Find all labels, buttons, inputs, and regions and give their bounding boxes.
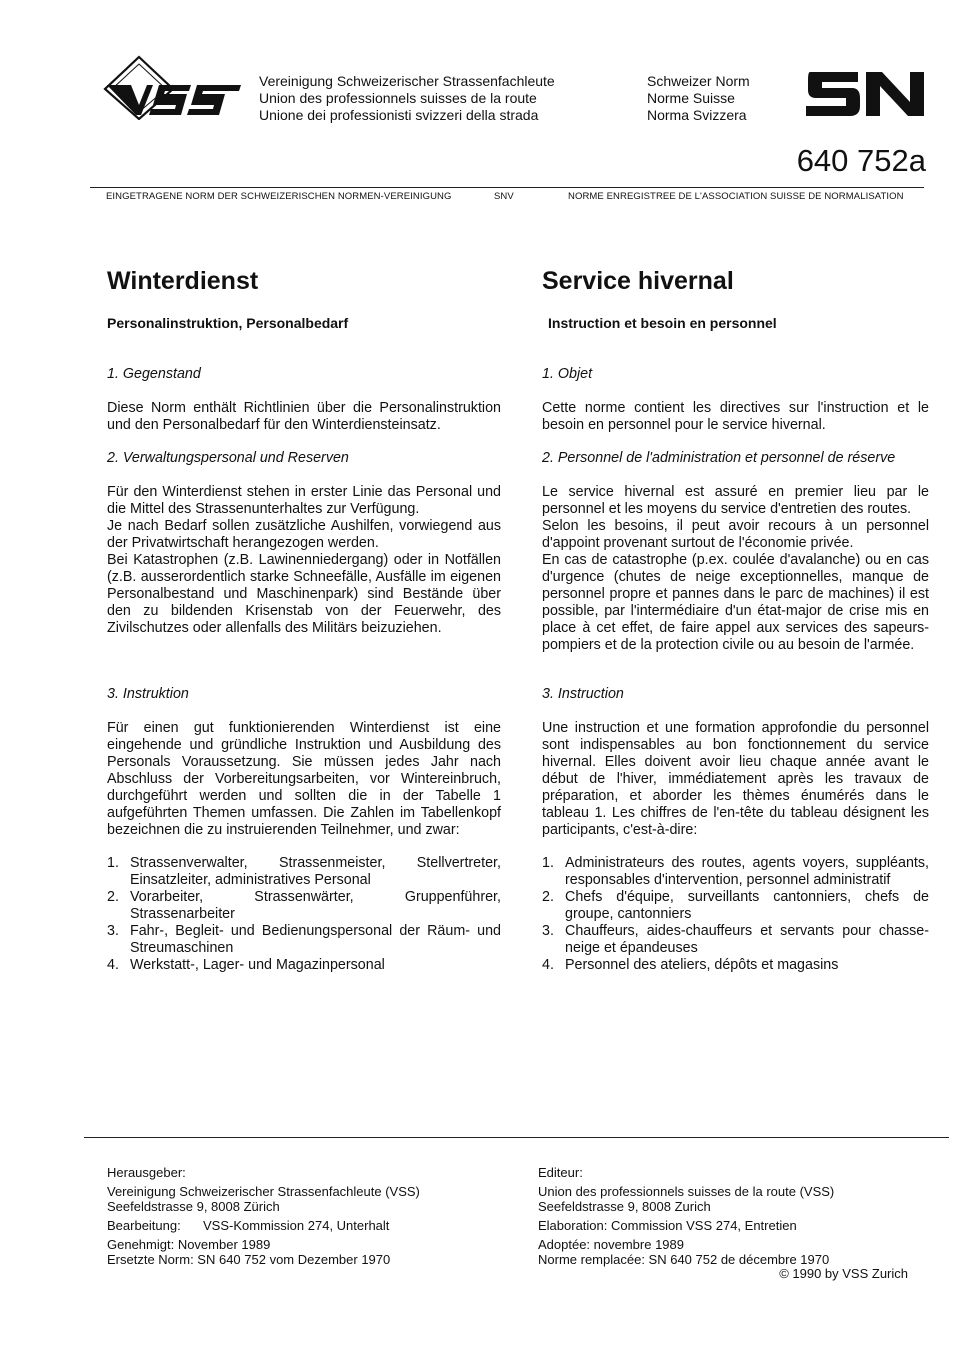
publisher-address-fr: Seefeldstrasse 9, 8008 Zurich: [538, 1199, 711, 1214]
section-3-heading-fr: 3. Instruction: [542, 686, 624, 702]
section-2-paragraph: Je nach Bedarf sollen zusätzliche Aushilfen, vorwiegend aus der Privatwirtschaft herangezogen werden.: [107, 518, 501, 551]
participant-list-de: [107, 855, 501, 974]
publisher-address-de: Seefeldstrasse 9, 8008 Zürich: [107, 1199, 280, 1214]
subtitle-de: Personalinstruktion, Personalbedarf: [107, 315, 349, 331]
norm-label-fr: Norme Suisse: [647, 90, 735, 106]
section-2-paragraph: Selon les besoins, il peut avoir recours à un personnel d'appoint provenant surtout de l'économie privée.: [542, 518, 929, 551]
replaced-de: Ersetzte Norm: SN 640 752 vom Dezember 1970: [107, 1252, 391, 1267]
list-item: 1. Administrateurs des routes, agents voyers, suppléants, responsables d'intervention, personnel administratif: [542, 855, 929, 888]
section-2-paragraph: Le service hivernal est assuré en premier lieu par le personnel et les moyens du service d'entretien des routes.: [542, 484, 929, 517]
sn-logo: [806, 68, 926, 118]
section-2-paragraph: Bei Katastrophen (z.B. Lawinenniedergang) oder in Notfällen (z.B. ausserordentlich starke Schneefälle, Ausfälle im eigenen Personalbestand und Maschinenpark) sind Bestände über den zu bildenden Krisenstab von der Feuerwehr, des Zivilschutzes oder allenfalls des Militärs beizuziehen.: [107, 552, 501, 636]
organization-it: Unione dei professionisti svizzeri della strada: [259, 107, 539, 123]
section-2-text-fr: [542, 484, 929, 654]
footer-divider: [84, 1137, 949, 1138]
header-divider: [90, 187, 924, 188]
approved-fr: Adoptée: novembre 1989: [538, 1237, 684, 1252]
column-fr: [542, 266, 929, 973]
title-fr: Service hivernal: [542, 267, 734, 295]
publisher-name-de: Vereinigung Schweizerischer Strassenfachleute (VSS): [107, 1184, 420, 1199]
edit-value-de: VSS-Kommission 274, Unterhalt: [203, 1218, 390, 1233]
norm-label: [647, 73, 787, 124]
publisher-name-fr: Union des professionnels suisses de la route (VSS): [538, 1184, 835, 1199]
list-item: 4. Werkstatt-, Lager- und Magazinpersonal: [107, 957, 385, 973]
list-item: 3. Fahr-, Begleit- und Bedienungspersonal der Räum- und Streumaschinen: [107, 923, 501, 956]
organization-fr: Union des professionnels suisses de la route: [259, 90, 537, 106]
section-1-heading-de: 1. Gegenstand: [107, 366, 201, 382]
column-de: [107, 266, 501, 973]
norm-number: 640 752a: [796, 143, 926, 178]
list-item: 4. Personnel des ateliers, dépôts et magasins: [542, 957, 839, 973]
section-3-heading-de: 3. Instruktion: [107, 686, 189, 702]
edit-de: [107, 1218, 517, 1233]
publisher-label-fr: Editeur:: [538, 1165, 583, 1180]
section-2-paragraph: Für den Winterdienst stehen in erster Linie das Personal und die Mittel des Strassenunterhaltes zur Verfügung.: [107, 484, 501, 517]
title-de: Winterdienst: [107, 267, 259, 295]
section-2-heading-fr: 2. Personnel de l'administration et personnel de réserve: [542, 450, 896, 466]
section-1-heading-fr: 1. Objet: [542, 366, 593, 382]
section-1-text-fr: Cette norme contient les directives sur l'instruction et le besoin en personnel pour le service hivernal.: [542, 400, 929, 433]
participant-list-fr: [542, 855, 929, 974]
organization-names: [259, 73, 629, 124]
publisher-label-de: Herausgeber:: [107, 1165, 186, 1180]
norm-label-de: Schweizer Norm: [647, 73, 750, 89]
list-item: 3. Chauffeurs, aides-chauffeurs et servants pour chasse-neige et épandeuses: [542, 923, 929, 956]
list-item: 1. Strassenverwalter, Strassenmeister, Stellvertreter, Einsatzleiter, administratives Personal: [107, 855, 501, 888]
copyright: © 1990 by VSS Zurich: [779, 1266, 908, 1281]
section-2-paragraph: En cas de catastrophe (p.ex. coulée d'avalanche) ou en cas d'urgence (chutes de neige exceptionnelles, manque de personnel propre et pannes dans le parc de machines) il est possible, par l'intermédiaire d'un état-major de crise mis en place à cet effet, de faire appel aux services des sapeurs-pompiers et de la protection civile ou au besoin de l'armée.: [542, 552, 929, 653]
approved-de: Genehmigt: November 1989: [107, 1237, 271, 1252]
norm-label-it: Norma Svizzera: [647, 107, 747, 123]
registered-norm-de: EINGETRAGENE NORM DER SCHWEIZERISCHEN NORMEN-VEREINIGUNG: [106, 191, 452, 202]
edit-fr: Elaboration: Commission VSS 274, Entretien: [538, 1218, 797, 1233]
section-1-text-de: Diese Norm enthält Richtlinien über die Personalinstruktion und den Personalbedarf für den Winterdiensteinsatz.: [107, 400, 501, 433]
edit-label-de: Bearbeitung:: [107, 1218, 181, 1233]
footer-de: [107, 1165, 517, 1267]
footer-fr: [538, 1165, 918, 1267]
section-2-heading-de: 2. Verwaltungspersonal und Reserven: [107, 450, 349, 466]
subtitle-fr: Instruction et besoin en personnel: [548, 315, 777, 331]
vss-logo: [103, 55, 243, 120]
organization-de: Vereinigung Schweizerischer Strassenfachleute: [259, 73, 555, 89]
section-3-text-fr: Une instruction et une formation approfondie du personnel sont indispensables au bon fonctionnement du service hivernal. Elles doivent avoir lieu chaque année avant le début de l'hiver, immédiatement après les travaux de préparation, et aborder les thèmes énumérés dans le tableau 1. Les chiffres de l'en-tête du tableau désignent les participants, c'est-à-dire:: [542, 720, 929, 838]
snv-label: SNV: [494, 191, 514, 202]
list-item: 2. Vorarbeiter, Strassenwärter, Gruppenführer, Strassenarbeiter: [107, 889, 501, 922]
section-2-text-de: [107, 484, 501, 637]
list-item: 2. Chefs d'équipe, surveillants cantonniers, chefs de groupe, cantonniers: [542, 889, 929, 922]
section-3-text-de: Für einen gut funktionierenden Winterdienst ist eine eingehende und gründliche Instruktion und Ausbildung des Personals Voraussetzung. Sie müssen jedes Jahr nach Abschluss der Vorbereitungsarbeiten, vor Wintereinbruch, durchgeführt werden und sollten die in der Tabelle 1 aufgeführten Themen umfassen. Die Zahlen im Tabellenkopf bezeichnen die zu instruierenden Teilnehmer, und zwar:: [107, 720, 501, 838]
registered-norm-fr: NORME ENREGISTREE DE L'ASSOCIATION SUISSE DE NORMALISATION: [568, 191, 904, 202]
replaced-fr: Norme remplacée: SN 640 752 de décembre 1970: [538, 1252, 830, 1267]
